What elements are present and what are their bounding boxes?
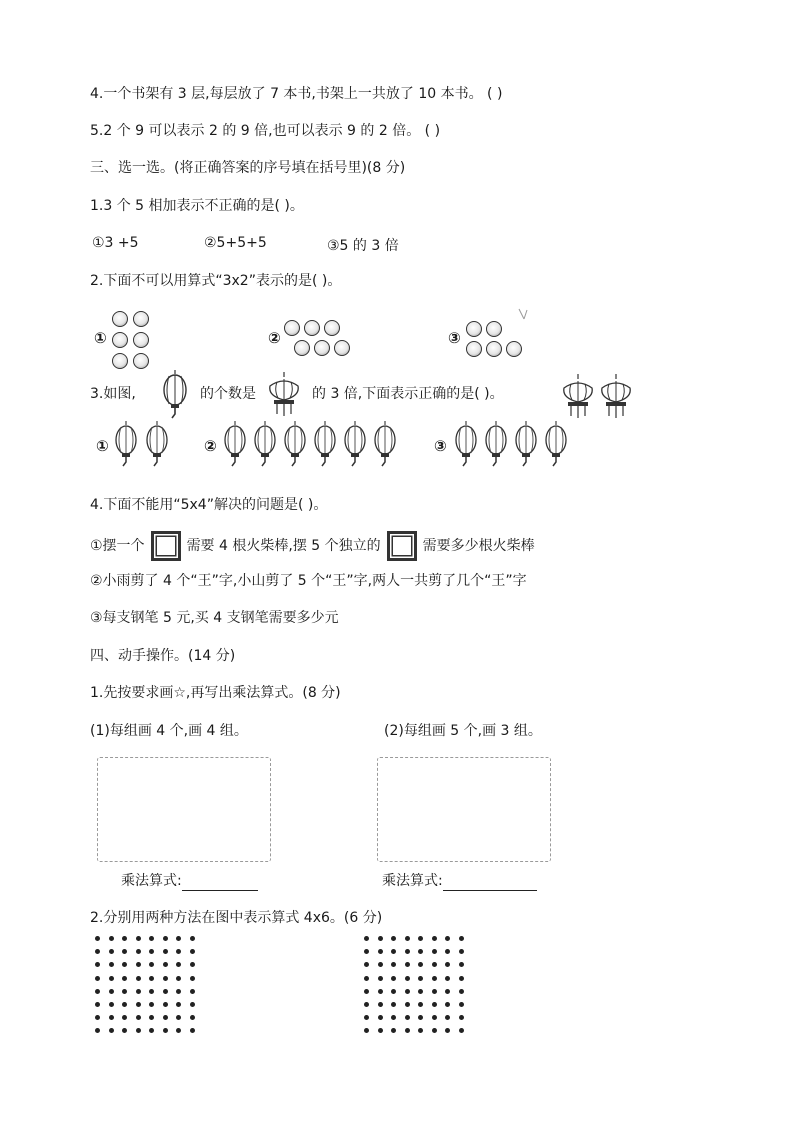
grid-dot — [136, 949, 141, 954]
long-lantern-icon — [312, 421, 338, 467]
grid-dot — [445, 976, 450, 981]
grid-dot — [378, 962, 383, 967]
grid-dot — [95, 1002, 100, 1007]
grid-dot — [405, 962, 410, 967]
grid-dot — [176, 1028, 181, 1033]
grid-dot — [445, 949, 450, 954]
grid-dot — [418, 1028, 423, 1033]
circle-icon — [466, 321, 482, 337]
long-lantern-icon — [342, 421, 368, 467]
grid-dot — [405, 949, 410, 954]
circle-icon — [133, 353, 149, 369]
formula-answer-blank-2[interactable] — [443, 874, 537, 891]
grid-dot — [190, 949, 195, 954]
long-lantern-icon — [372, 421, 398, 467]
grid-dot — [418, 949, 423, 954]
grid-dot — [136, 1028, 141, 1033]
round-lantern-icon — [596, 374, 636, 420]
long-lantern-icon — [113, 421, 139, 467]
choice-question-1: 1.3 个 5 相加表示不正确的是( )。 — [90, 198, 304, 214]
grid-dot — [378, 989, 383, 994]
grid-dot — [190, 936, 195, 941]
grid-dot — [122, 1015, 127, 1020]
long-lantern-icon — [282, 421, 308, 467]
grid-dot — [364, 976, 369, 981]
long-lantern-icon — [513, 421, 539, 467]
grid-dot — [432, 976, 437, 981]
grid-dot — [418, 989, 423, 994]
circle-icon — [294, 340, 310, 356]
choice-question-3-suffix: 的 3 倍,下面表示正确的是( )。 — [312, 386, 504, 402]
grid-dot — [176, 936, 181, 941]
circle-icon — [112, 353, 128, 369]
grid-dot — [432, 962, 437, 967]
grid-dot — [445, 936, 450, 941]
grid-dot — [109, 976, 114, 981]
grid-dot — [378, 1028, 383, 1033]
judge-question-5: 5.2 个 9 可以表示 2 的 9 倍,也可以表示 9 的 2 倍。 ( ) — [90, 123, 441, 139]
option-1-middle: 需要 4 根火柴棒,摆 5 个独立的 — [186, 538, 381, 554]
long-lantern-icon — [222, 421, 248, 467]
choice-q1-option-1: ①3 +5 — [92, 235, 139, 251]
grid-dot — [95, 936, 100, 941]
grid-dot — [122, 1028, 127, 1033]
grid-dot — [459, 1028, 464, 1033]
choice-q4-option-1 — [90, 531, 535, 561]
grid-dot — [364, 949, 369, 954]
grid-dot — [418, 936, 423, 941]
grid-dot — [391, 1002, 396, 1007]
long-lantern-icon — [453, 421, 479, 467]
grid-dot — [405, 989, 410, 994]
long-lantern-icon — [144, 421, 170, 467]
choice-q2-marker-1: ① — [94, 329, 107, 347]
grid-dot — [391, 989, 396, 994]
grid-dot — [176, 962, 181, 967]
grid-dot — [95, 962, 100, 967]
formula-answer-blank-1[interactable] — [182, 874, 258, 891]
operation-question-2: 2.分别用两种方法在图中表示算式 4x6。(6 分) — [90, 910, 383, 926]
grid-dot — [163, 962, 168, 967]
long-lantern-icon — [252, 421, 278, 467]
grid-dot — [190, 962, 195, 967]
matchstick-square-icon — [387, 531, 417, 561]
grid-dot — [418, 962, 423, 967]
section-3-title: 三、选一选。(将正确答案的序号填在括号里)(8 分) — [90, 160, 406, 176]
grid-dot — [405, 1028, 410, 1033]
formula-label-2: 乘法算式: — [382, 873, 443, 889]
grid-dot — [432, 949, 437, 954]
long-lantern-icon — [160, 370, 190, 418]
choice-question-3-middle: 的个数是 — [200, 386, 256, 402]
grid-dot — [163, 1015, 168, 1020]
round-lantern-icon — [264, 372, 304, 418]
drawing-box-1[interactable] — [97, 757, 271, 862]
grid-dot — [122, 962, 127, 967]
operation-q1-sub-1: (1)每组画 4 个,画 4 组。 — [90, 723, 248, 739]
section-4-title: 四、动手操作。(14 分) — [90, 648, 236, 664]
choice-question-3-prefix: 3.如图, — [90, 386, 136, 402]
option-1-suffix: 需要多少根火柴棒 — [422, 538, 535, 554]
grid-dot — [391, 949, 396, 954]
grid-dot — [459, 989, 464, 994]
judge-question-4: 4.一个书架有 3 层,每层放了 7 本书,书架上一共放了 10 本书。 ( ) — [90, 86, 503, 102]
grid-dot — [149, 1015, 154, 1020]
grid-dot — [432, 1002, 437, 1007]
grid-dot — [459, 949, 464, 954]
long-lantern-icon — [483, 421, 509, 467]
grid-dot — [95, 989, 100, 994]
grid-dot — [136, 1002, 141, 1007]
grid-dot — [109, 1015, 114, 1020]
grid-dot — [445, 989, 450, 994]
grid-dot — [378, 936, 383, 941]
choice-q1-option-3: ③5 的 3 倍 — [327, 238, 399, 254]
choice-q4-option-2: ②小雨剪了 4 个“王”字,小山剪了 5 个“王”字,两人一共剪了几个“王”字 — [90, 573, 527, 589]
circle-icon — [466, 341, 482, 357]
circle-icon — [284, 320, 300, 336]
choice-question-4: 4.下面不能用“5x4”解决的问题是( )。 — [90, 497, 328, 513]
choice-q1-option-2: ②5+5+5 — [204, 235, 267, 251]
grid-dot — [122, 936, 127, 941]
grid-dot — [364, 989, 369, 994]
grid-dot — [163, 1028, 168, 1033]
grid-dot — [364, 1028, 369, 1033]
grid-dot — [109, 949, 114, 954]
grid-dot — [190, 976, 195, 981]
circle-icon — [133, 311, 149, 327]
grid-dot — [432, 1015, 437, 1020]
circle-icon — [506, 341, 522, 357]
grid-dot — [391, 1015, 396, 1020]
grid-dot — [95, 976, 100, 981]
grid-dot — [432, 936, 437, 941]
grid-dot — [163, 976, 168, 981]
grid-dot — [149, 962, 154, 967]
grid-dot — [190, 1028, 195, 1033]
round-lantern-icon — [558, 374, 598, 420]
grid-dot — [149, 976, 154, 981]
grid-dot — [432, 1028, 437, 1033]
grid-dot — [459, 976, 464, 981]
grid-dot — [136, 1015, 141, 1020]
grid-dot — [136, 962, 141, 967]
circle-icon — [314, 340, 330, 356]
grid-dot — [136, 976, 141, 981]
grid-dot — [163, 989, 168, 994]
drawing-box-2[interactable] — [377, 757, 551, 862]
grid-dot — [109, 989, 114, 994]
grid-dot — [391, 1028, 396, 1033]
circle-icon — [112, 311, 128, 327]
pencil-mark-icon — [516, 307, 530, 323]
grid-dot — [136, 989, 141, 994]
grid-dot — [149, 1002, 154, 1007]
grid-dot — [109, 936, 114, 941]
grid-dot — [378, 1015, 383, 1020]
choice-question-2: 2.下面不可以用算式“3x2”表示的是( )。 — [90, 273, 342, 289]
grid-dot — [190, 1015, 195, 1020]
grid-dot — [391, 976, 396, 981]
dot-grid-1[interactable] — [95, 936, 195, 1036]
grid-dot — [176, 949, 181, 954]
formula-label-1: 乘法算式: — [121, 873, 182, 889]
grid-dot — [405, 976, 410, 981]
grid-dot — [149, 989, 154, 994]
circle-icon — [486, 341, 502, 357]
grid-dot — [459, 936, 464, 941]
grid-dot — [190, 989, 195, 994]
grid-dot — [418, 1015, 423, 1020]
grid-dot — [405, 936, 410, 941]
grid-dot — [122, 989, 127, 994]
grid-dot — [190, 1002, 195, 1007]
grid-dot — [136, 936, 141, 941]
grid-dot — [109, 1002, 114, 1007]
choice-q3-marker-3: ③ — [434, 437, 447, 455]
formula-line-1 — [121, 871, 258, 891]
choice-q2-marker-3: ③ — [448, 329, 461, 347]
grid-dot — [95, 1028, 100, 1033]
grid-dot — [459, 1015, 464, 1020]
grid-dot — [122, 1002, 127, 1007]
operation-q1-sub-2: (2)每组画 5 个,画 3 组。 — [384, 723, 542, 739]
grid-dot — [445, 1028, 450, 1033]
circle-icon — [334, 340, 350, 356]
grid-dot — [445, 1002, 450, 1007]
grid-dot — [109, 1028, 114, 1033]
grid-dot — [391, 936, 396, 941]
choice-q2-marker-2: ② — [268, 329, 281, 347]
circle-icon — [324, 320, 340, 336]
operation-question-1: 1.先按要求画☆,再写出乘法算式。(8 分) — [90, 685, 341, 701]
circle-icon — [486, 321, 502, 337]
grid-dot — [149, 949, 154, 954]
grid-dot — [95, 949, 100, 954]
grid-dot — [163, 949, 168, 954]
grid-dot — [163, 1002, 168, 1007]
grid-dot — [122, 949, 127, 954]
grid-dot — [405, 1015, 410, 1020]
grid-dot — [378, 976, 383, 981]
grid-dot — [163, 936, 168, 941]
dot-grid-2[interactable] — [364, 936, 464, 1036]
circle-icon — [304, 320, 320, 336]
grid-dot — [459, 1002, 464, 1007]
grid-dot — [405, 1002, 410, 1007]
choice-q3-marker-2: ② — [204, 437, 217, 455]
grid-dot — [378, 949, 383, 954]
grid-dot — [445, 1015, 450, 1020]
grid-dot — [149, 936, 154, 941]
option-1-prefix: ①摆一个 — [90, 538, 145, 554]
grid-dot — [176, 989, 181, 994]
grid-dot — [364, 936, 369, 941]
grid-dot — [418, 976, 423, 981]
grid-dot — [391, 962, 396, 967]
formula-line-2 — [382, 871, 537, 891]
grid-dot — [95, 1015, 100, 1020]
grid-dot — [176, 1002, 181, 1007]
grid-dot — [364, 962, 369, 967]
grid-dot — [432, 989, 437, 994]
grid-dot — [176, 1015, 181, 1020]
grid-dot — [445, 962, 450, 967]
choice-q4-option-3: ③每支钢笔 5 元,买 4 支钢笔需要多少元 — [90, 610, 339, 626]
grid-dot — [418, 1002, 423, 1007]
grid-dot — [109, 962, 114, 967]
long-lantern-icon — [543, 421, 569, 467]
grid-dot — [364, 1002, 369, 1007]
choice-q3-marker-1: ① — [96, 437, 109, 455]
grid-dot — [122, 976, 127, 981]
circle-icon — [112, 332, 128, 348]
grid-dot — [459, 962, 464, 967]
grid-dot — [149, 1028, 154, 1033]
grid-dot — [176, 976, 181, 981]
grid-dot — [378, 1002, 383, 1007]
matchstick-square-icon — [151, 531, 181, 561]
grid-dot — [364, 1015, 369, 1020]
circle-icon — [133, 332, 149, 348]
